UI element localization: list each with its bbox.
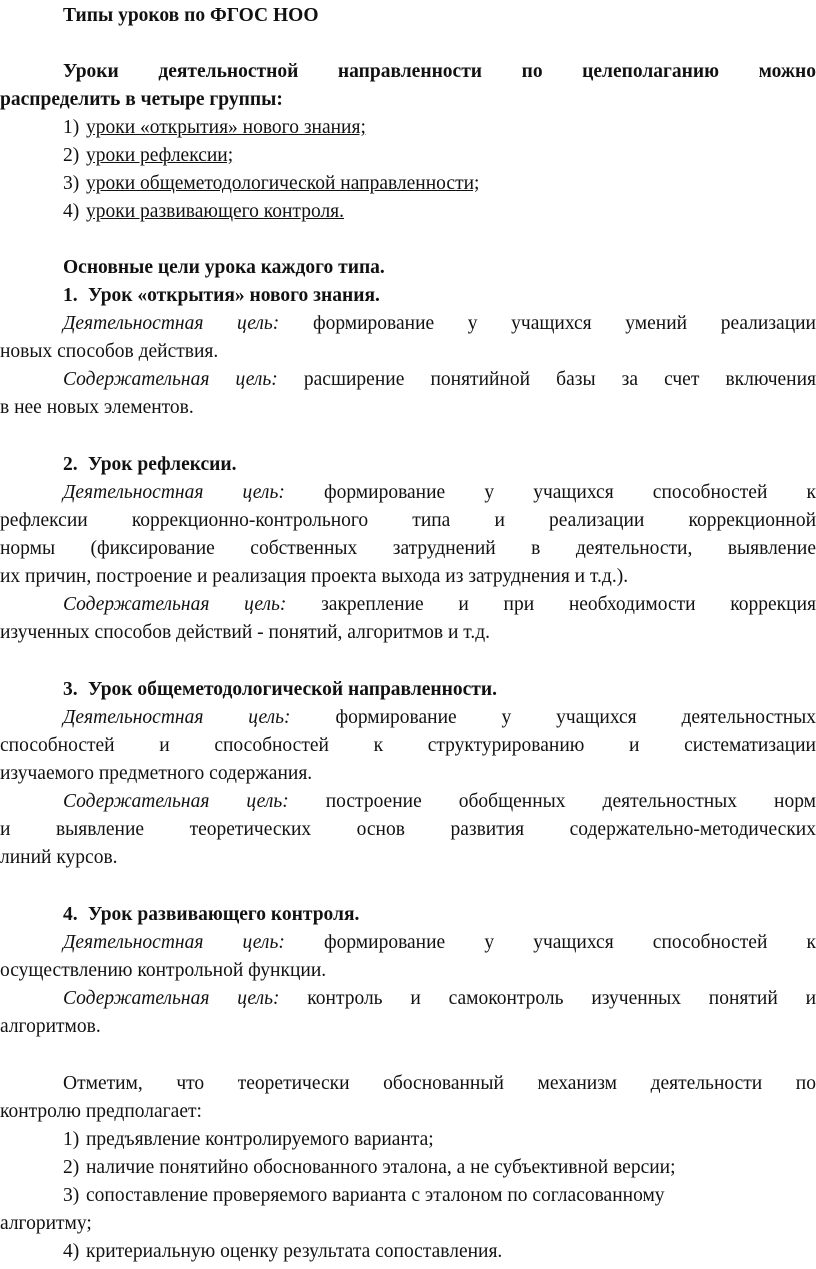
list-number: 1) (63, 1129, 80, 1150)
lesson-title: 3. Урок общеметодологической направленности. (63, 679, 497, 700)
lesson-title: 2. Урок рефлексии. (63, 454, 237, 475)
activity-goal-line: новых способов действия. (0, 341, 219, 362)
note-line-2: контролю предполагает: (0, 1101, 202, 1122)
activity-goal-line: Деятельностная цель: формирование у учащихся умений реализации (63, 313, 816, 334)
activity-goal-line: Деятельностная цель: формирование у учащихся способностей к (63, 482, 816, 503)
intro-line-2: распределить в четыре группы: (0, 89, 283, 110)
note-line-1: Отметим, что теоретически обоснованный механизм деятельности по (63, 1073, 816, 1094)
list-item (63, 198, 344, 226)
content-goal-line: в нее новых элементов. (0, 397, 194, 418)
list-item (63, 142, 233, 170)
content-goal-line: Содержательная цель: расширение понятийной базы за счет включения (63, 369, 816, 390)
list-item (63, 170, 479, 198)
list-item-continuation: алгоритму; (0, 1213, 92, 1234)
lesson-title: 1. Урок «открытия» нового знания. (63, 285, 380, 306)
content-goal-line: Содержательная цель: построение обобщенных деятельностных норм (63, 791, 816, 812)
content-goal-line: Содержательная цель: закрепление и при необходимости коррекция (63, 594, 816, 615)
list-text: уроки общеметодологической направленности; (86, 173, 480, 194)
content-goal-line: Содержательная цель: контроль и самоконтроль изученных понятий и (63, 988, 816, 1009)
activity-goal-line: Деятельностная цель: формирование у учащихся способностей к (63, 932, 816, 953)
list-text: критериальную оценку результата сопоставления. (86, 1241, 503, 1262)
list-text: сопоставление проверяемого варианта с эталоном по согласованному (86, 1185, 665, 1206)
activity-goal-line: изучаемого предметного содержания. (0, 763, 313, 784)
list-number: 2) (63, 145, 80, 166)
activity-goal-line: осуществлению контрольной функции. (0, 960, 327, 981)
lesson-title: 4. Урок развивающего контроля. (63, 904, 360, 925)
content-goal-line: изученных способов действий - понятий, алгоритмов и т.д. (0, 622, 491, 643)
list-number: 3) (63, 1185, 80, 1206)
activity-goal-line: нормы (фиксирование собственных затруднений в деятельности, выявление (0, 538, 816, 559)
list-text: уроки «открытия» нового знания; (86, 117, 366, 138)
list-number: 2) (63, 1157, 80, 1178)
intro-line-1: Уроки деятельностной направленности по целеполаганию можно (63, 61, 816, 82)
list-number: 1) (63, 117, 80, 138)
activity-goal-line: их причин, построение и реализация проекта выхода из затруднения и т.д.). (0, 566, 629, 587)
list-item (63, 1126, 434, 1154)
list-text: уроки рефлексии; (86, 145, 234, 166)
content-goal-line: линий курсов. (0, 847, 118, 868)
activity-goal-line: Деятельностная цель: формирование у учащихся деятельностных (63, 707, 816, 728)
list-item (63, 114, 366, 142)
list-text: уроки развивающего контроля. (86, 201, 345, 222)
list-number: 4) (63, 201, 80, 222)
content-goal-line: и выявление теоретических основ развития содержательно-методических (0, 819, 816, 840)
list-text: предъявление контролируемого варианта; (86, 1129, 434, 1150)
goals-heading: Основные цели урока каждого типа. (63, 257, 385, 278)
list-number: 4) (63, 1241, 80, 1262)
content-goal-line: алгоритмов. (0, 1016, 101, 1037)
list-number: 3) (63, 173, 80, 194)
activity-goal-line: рефлексии коррекционно-контрольного типа и реализации коррекционной (0, 510, 816, 531)
list-item (63, 1182, 665, 1210)
list-item (63, 1154, 676, 1182)
list-item (63, 1238, 502, 1266)
activity-goal-line: способностей и способностей к структурированию и систематизации (0, 735, 816, 756)
page-title: Типы уроков по ФГОС НОО (63, 5, 319, 26)
list-text: наличие понятийно обоснованного эталона, а не субъективной версии; (86, 1157, 676, 1178)
